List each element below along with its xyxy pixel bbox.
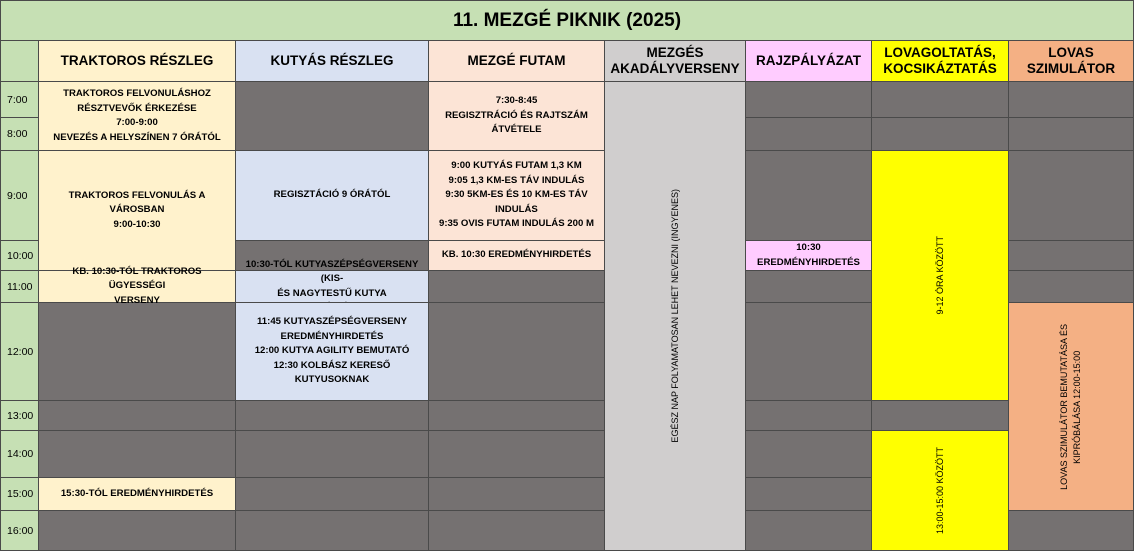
column-header-kutyas bbox=[235, 40, 429, 82]
column-header-label: RAJZPÁLYÁZAT bbox=[755, 53, 861, 68]
time-label: 12:00 bbox=[7, 345, 34, 358]
empty-slot bbox=[38, 400, 236, 431]
time-cell bbox=[0, 302, 39, 401]
event-futam-indulas bbox=[428, 150, 605, 241]
empty-slot bbox=[745, 430, 872, 478]
empty-slot bbox=[1008, 510, 1134, 551]
header-corner bbox=[0, 40, 39, 82]
event-futam-regisztracio bbox=[428, 81, 605, 151]
event-line: KB. 10:30 EREDMÉNYHIRDETÉS bbox=[441, 249, 592, 261]
time-label: 13:00 bbox=[7, 409, 34, 422]
empty-slot bbox=[235, 510, 429, 551]
event-line: 7:00-9:00 bbox=[116, 117, 158, 128]
column-header-lovas bbox=[1008, 40, 1134, 82]
empty-slot bbox=[235, 81, 429, 151]
time-cell bbox=[0, 117, 39, 151]
time-label: 7:00 bbox=[7, 93, 28, 106]
empty-slot bbox=[235, 430, 429, 478]
event-akadalyverseny-text: EGÉSZ NAP FOLYAMATOSAN LEHET NEVEZNI (INGYENES) bbox=[670, 189, 680, 443]
event-lovag-delutan bbox=[871, 430, 1009, 551]
event-line: ÉS NAGYTESTŰ KUTYA bbox=[277, 287, 387, 299]
time-cell bbox=[0, 240, 39, 271]
empty-slot bbox=[745, 270, 872, 303]
empty-slot bbox=[428, 430, 605, 478]
event-line: RÉSZTVEVŐK ÉRKEZÉSE bbox=[77, 102, 197, 114]
empty-slot bbox=[428, 270, 605, 303]
empty-slot bbox=[1008, 81, 1134, 118]
column-header-akadaly bbox=[604, 40, 746, 82]
event-line: KIPRÓBÁLÁSA 12:00-15:00 bbox=[1072, 349, 1082, 464]
event-line: VERSENY bbox=[114, 294, 160, 306]
time-cell bbox=[0, 270, 39, 303]
empty-slot bbox=[871, 81, 1009, 118]
empty-slot bbox=[1008, 150, 1134, 241]
event-kutyas-szepsegverseny bbox=[235, 258, 429, 303]
event-futam-eredmeny bbox=[428, 240, 605, 271]
column-header-lovag bbox=[871, 40, 1009, 82]
empty-slot bbox=[1008, 117, 1134, 151]
empty-slot bbox=[745, 510, 872, 551]
empty-slot bbox=[38, 430, 236, 478]
empty-slot bbox=[745, 117, 872, 151]
event-line: 15:30-TÓL EREDMÉNYHIRDETÉS bbox=[60, 487, 214, 499]
empty-slot bbox=[871, 117, 1009, 151]
event-line: ÁTVÉTELE bbox=[491, 124, 542, 136]
time-label: 16:00 bbox=[7, 524, 34, 537]
time-label: 15:00 bbox=[7, 488, 34, 500]
time-label: 10:00 bbox=[7, 249, 34, 262]
event-line: 7:30-8:45 bbox=[495, 95, 538, 107]
column-header-label: TRAKTOROS RÉSZLEG bbox=[60, 53, 214, 68]
event-traktoros-ugyesseg bbox=[38, 265, 236, 306]
empty-slot bbox=[1008, 270, 1134, 303]
time-cell bbox=[0, 430, 39, 478]
event-line: NEVEZÉS A HELYSZÍNEN 7 ÓRÁTÓL bbox=[53, 131, 221, 143]
event-rajz-eredmeny bbox=[745, 240, 872, 271]
event-lovas-szimulator bbox=[1008, 302, 1134, 511]
event-line: 9:05 1,3 KM-ES TÁV INDULÁS bbox=[448, 174, 585, 186]
empty-slot bbox=[745, 302, 872, 401]
page-title-text: 11. MEZGÉ PIKNIK (2025) bbox=[452, 9, 682, 31]
time-cell bbox=[0, 477, 39, 511]
empty-slot bbox=[1008, 240, 1134, 271]
empty-slot bbox=[428, 400, 605, 431]
event-lovag-delutan-text: 13:00-15:00 KÖZÖTT bbox=[935, 446, 945, 535]
empty-slot bbox=[871, 400, 1009, 431]
event-line: REGISZTRÁCIÓ ÉS RAJTSZÁM bbox=[445, 109, 588, 121]
column-header-label: LOVAS SZIMULÁTOR bbox=[1026, 45, 1116, 76]
empty-slot bbox=[428, 510, 605, 551]
column-header-traktoros bbox=[38, 40, 236, 82]
time-cell bbox=[0, 510, 39, 551]
column-header-label: LOVAGOLTATÁS, KOCSIKÁZTATÁS bbox=[883, 45, 997, 76]
empty-slot bbox=[235, 477, 429, 511]
event-traktoros-erkezes bbox=[38, 81, 236, 151]
column-header-label: KUTYÁS RÉSZLEG bbox=[270, 53, 394, 68]
event-lovag-delelott bbox=[871, 150, 1009, 401]
column-header-futam bbox=[428, 40, 605, 82]
event-lovag-delelott-text: 9-12 ÓRA KÖZÖTT bbox=[935, 236, 945, 315]
time-cell bbox=[0, 400, 39, 431]
event-line: 10:30-TÓL KUTYASZÉPSÉGVERSENY (KIS- bbox=[245, 258, 419, 284]
event-line: TRAKTOROS FELVONULÁSHOZ bbox=[63, 88, 211, 99]
event-line: 9:00-10:30 bbox=[113, 218, 161, 230]
event-line: 12:30 KOLBÁSZ KERESŐ KUTYUSOKNAK bbox=[273, 359, 391, 386]
event-line: 9:30 5KM-ES ÉS 10 KM-ES TÁV bbox=[445, 189, 588, 201]
time-label: 14:00 bbox=[7, 448, 34, 460]
page-title bbox=[0, 0, 1134, 41]
column-header-label: MEZGÉ FUTAM bbox=[467, 53, 566, 68]
event-line: EREDMÉNYHIRDETÉS bbox=[757, 256, 860, 268]
event-kutyas-program bbox=[235, 302, 429, 401]
event-line: INDULÁS bbox=[495, 203, 538, 215]
event-line: LOVAS SZIMULÁTOR BEMUTATÁSA ÉS bbox=[1059, 323, 1069, 490]
empty-slot bbox=[745, 150, 872, 241]
column-header-label: MEZGÉS AKADÁLYVERSENY bbox=[610, 45, 740, 76]
event-akadalyverseny bbox=[604, 81, 746, 551]
empty-slot bbox=[428, 302, 605, 401]
event-line: REGISZTÁCIÓ 9 ÓRÁTÓL bbox=[273, 189, 391, 201]
time-label: 9:00 bbox=[7, 189, 28, 202]
event-line: 9:00 KUTYÁS FUTAM 1,3 KM bbox=[451, 160, 582, 172]
empty-slot bbox=[38, 510, 236, 551]
empty-slot bbox=[235, 400, 429, 431]
empty-slot bbox=[745, 81, 872, 118]
event-traktoros-eredmeny bbox=[38, 477, 236, 511]
empty-slot bbox=[38, 302, 236, 401]
event-line: EREDMÉNYHIRDETÉS bbox=[280, 330, 384, 342]
event-line: TRAKTOROS FELVONULÁS A VÁROSBAN bbox=[68, 189, 206, 216]
event-kutyas-regisztracio bbox=[235, 150, 429, 241]
event-line: 11:45 KUTYASZÉPSÉGVERSENY bbox=[256, 316, 407, 328]
event-traktoros-felvonulas bbox=[38, 150, 236, 271]
event-line: 10:30 bbox=[796, 242, 821, 253]
column-header-rajz bbox=[745, 40, 872, 82]
empty-slot bbox=[745, 477, 872, 511]
event-line: KB. 10:30-TÓL TRAKTOROS ÜGYESSÉGI bbox=[72, 265, 202, 292]
empty-slot bbox=[745, 400, 872, 431]
empty-slot bbox=[428, 477, 605, 511]
event-line: 12:00 KUTYA AGILITY BEMUTATÓ bbox=[254, 345, 410, 357]
time-cell bbox=[0, 150, 39, 241]
time-label: 8:00 bbox=[7, 128, 28, 140]
time-label: 11:00 bbox=[7, 280, 33, 293]
time-cell bbox=[0, 81, 39, 118]
event-line: 9:35 OVIS FUTAM INDULÁS 200 M bbox=[439, 218, 594, 230]
